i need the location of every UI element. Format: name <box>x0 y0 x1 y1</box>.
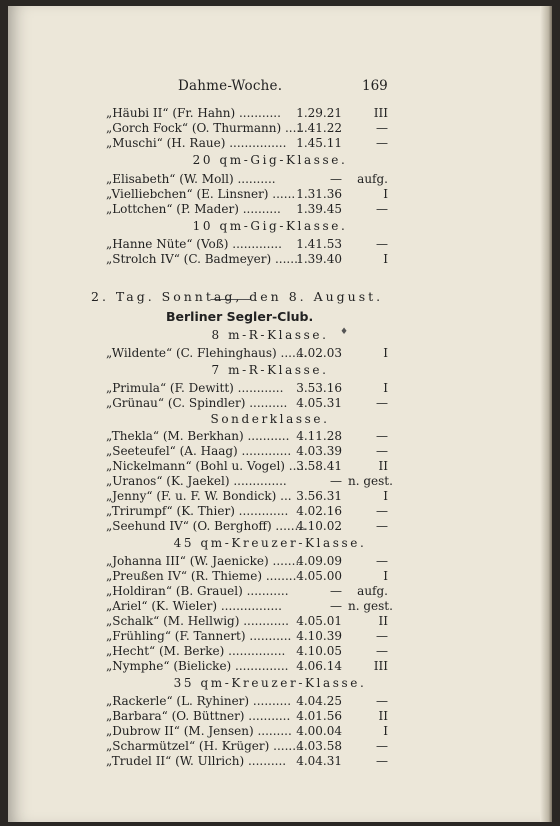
result-row: „Rackerle“ (L. Ryhiner) .......... 4.04.25 — <box>106 694 388 708</box>
result-row: „Muschi“ (H. Raue) ............... 1.45.11 — <box>106 136 388 150</box>
result-row: „Wildente“ (C. Flehinghaus) ....... 4.02.03 I <box>106 346 388 360</box>
result-row: „Gorch Fock“ (O. Thurmann) ..... 1.41.22 — <box>106 121 388 135</box>
club-heading: Berliner Segler-Club. <box>166 309 314 324</box>
book-page <box>8 6 552 822</box>
result-row: „Preußen IV“ (R. Thieme) ........ 4.05.00 I <box>106 569 388 583</box>
result-row: „Jenny“ (F. u. F. W. Bondick) ... 3.56.31 I <box>106 489 388 503</box>
result-row: „Strolch IV“ (C. Badmeyer) ...... 1.39.40 I <box>106 252 388 266</box>
result-row: „Trudel II“ (W. Ullrich) .......... 4.04.31 — <box>106 754 388 768</box>
result-row: „Barbara“ (O. Büttner) ........... 4.01.56 II <box>106 709 388 723</box>
result-row: „Holdiran“ (B. Grauel) ........... — aufg. <box>106 584 388 598</box>
class-heading: 7 m-R-Klasse. <box>211 363 329 377</box>
result-row: „Hanne Nüte“ (Voß) ............. 1.41.53 — <box>106 237 388 251</box>
result-row: „Primula“ (F. Dewitt) ............ 3.53.16 I <box>106 381 388 395</box>
result-row: „Trirumpf“ (K. Thier) ............. 4.02.16 — <box>106 504 388 518</box>
ink-mark-icon: ♦ <box>340 327 349 337</box>
result-row: „Dubrow II“ (M. Jensen) ......... 4.00.04 I <box>106 724 388 738</box>
result-row: „Häubi II“ (Fr. Hahn) ........... 1.29.21 III <box>106 106 388 120</box>
result-row: „Johanna III“ (W. Jaenicke) ....... 4.09.09 — <box>106 554 388 568</box>
result-row: „Seeteufel“ (A. Haag) ............. 4.03.39 — <box>106 444 388 458</box>
result-row: „Frühling“ (F. Tannert) ........... 4.10.39 — <box>106 629 388 643</box>
result-row: „Uranos“ (K. Jaekel) .............. — n. gest. <box>106 474 393 488</box>
class-heading: 10 qm-Gig-Klasse. <box>192 219 348 233</box>
result-row: „Vielliebchen“ (E. Linsner) ...... 1.31.36 I <box>106 187 388 201</box>
result-row: „Ariel“ (K. Wieler) ................ — n. gest. <box>106 599 393 613</box>
class-heading: 20 qm-Gig-Klasse. <box>192 153 348 167</box>
class-heading: Sonderklasse. <box>210 412 330 426</box>
page-number: 169 <box>362 78 388 94</box>
result-row: „Seehund IV“ (O. Berghoff) ........ 4.10.02 — <box>106 519 388 533</box>
result-row: „Grünau“ (C. Spindler) .......... 4.05.31 — <box>106 396 388 410</box>
result-row: „Nymphe“ (Bielicke) .............. 4.06.14 III <box>106 659 388 673</box>
result-row: „Elisabeth“ (W. Moll) .......... — aufg. <box>106 172 388 186</box>
result-row: „Schalk“ (M. Hellwig) ............ 4.05.01 II <box>106 614 388 628</box>
result-row: „Nickelmann“ (Bohl u. Vogel) ..... 3.58.41 II <box>106 459 388 473</box>
class-heading: 45 qm-Kreuzer-Klasse. <box>173 536 367 550</box>
day-heading: 2. Tag. Sonntag, den 8. August. <box>91 289 384 304</box>
result-row: „Hecht“ (M. Berke) ............... 4.10.05 — <box>106 644 388 658</box>
class-heading: 35 qm-Kreuzer-Klasse. <box>173 676 367 690</box>
result-row: „Thekla“ (M. Berkhan) ........... 4.11.28 — <box>106 429 388 443</box>
result-row: „Scharmützel“ (H. Krüger) ........ 4.03.58 — <box>106 739 388 753</box>
result-row: „Lottchen“ (P. Mader) .......... 1.39.45 — <box>106 202 388 216</box>
running-head: Dahme-Woche. <box>178 78 283 94</box>
class-heading: 8 m-R-Klasse. <box>211 328 329 342</box>
